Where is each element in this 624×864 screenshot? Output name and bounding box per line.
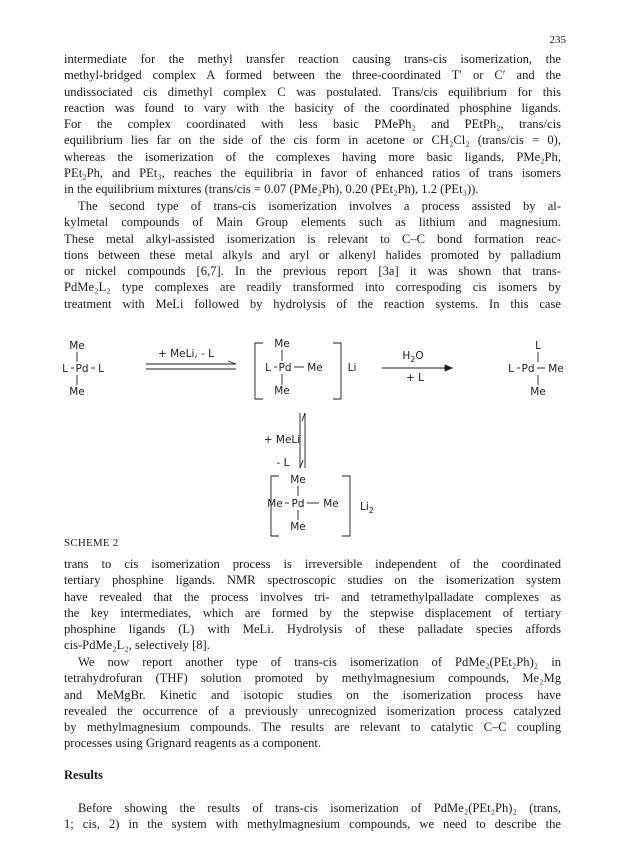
scheme-caption: SCHEME 2 <box>64 537 119 549</box>
water-label <box>402 350 423 364</box>
text-line: For the complex coordinated with less basic PMePh₂ and PEtPh₂, trans/cis <box>64 117 561 132</box>
reagent-label-2a: + MeLi <box>263 434 301 446</box>
arrow-head <box>300 460 303 468</box>
page-number: 235 <box>549 34 566 46</box>
text-line: or nickel compounds [6,7]. In the previous report [3a] it was shown that trans- <box>64 264 561 279</box>
text-line: kylmetal compounds of Main Group elements such as lithium and magnesium. <box>64 215 561 230</box>
methyl-label: Me <box>548 363 564 375</box>
bracket-right <box>333 343 341 399</box>
palladium-label: Pd <box>521 363 535 375</box>
palladium-label: Pd <box>278 362 292 374</box>
methyl-label: Me <box>69 340 85 352</box>
text-line: have revealed that the process involves tri- and tetramethylpalladate complexes as <box>64 589 561 604</box>
text-line: revealed the occurrence of a previously unrecognized isomerization process catalyzed <box>64 703 561 718</box>
reagent-label-1: + MeLi, - L <box>157 348 215 360</box>
text-line: reaction was found to vary with the basicity of the coordinated phosphine ligands. <box>64 100 561 115</box>
methyl-label: Me <box>290 521 306 533</box>
water-o: O <box>415 350 424 362</box>
text-line: undissociated cis dimethyl complex C was postulated. Trans/cis equilibrium for this <box>64 84 561 99</box>
text-line: by methylmagnesium compounds. The results are relevant to catalytic C–C coupling <box>64 720 561 735</box>
text-line: and MeMgBr. Kinetic and isotopic studies on the isomerization process have <box>64 687 561 702</box>
text-line: These metal alkyl-assisted isomerization is relevant to C–C bond formation reac- <box>64 231 561 246</box>
text-line: methyl-bridged complex A formed between the three-coordinated T′ or C′ and the <box>64 68 561 83</box>
methyl-label: Me <box>530 386 546 398</box>
lithium2-subscript: 2 <box>368 506 374 515</box>
plus-ligand-label: + L <box>406 372 424 384</box>
text-line: intermediate for the methyl transfer reaction causing trans-cis isomerization, the <box>64 52 561 66</box>
text-line: tetrahydrofuran (THF) solution promoted by methylmagnesium compounds, Me₂Mg <box>64 671 561 686</box>
text-line: tertiary phosphine ligands. NMR spectroscopic studies on the isomerization system <box>64 573 561 588</box>
text-line: PEt₂Ph, and PEt₃, reaches the equilibria in favor of enhanced ratios of trans isomers <box>64 166 561 181</box>
palladium-label: Pd <box>75 363 89 375</box>
methyl-label: Me <box>307 362 323 374</box>
paragraph-4 <box>64 654 561 752</box>
lithium-counterion: Li <box>347 362 357 374</box>
ligand-label: L <box>62 363 68 375</box>
ligand-label: L <box>265 362 271 374</box>
text-line: 1; cis, 2) in the system with methylmagnesium compounds, we need to describe the <box>64 817 561 832</box>
methyl-label: Me <box>274 385 290 397</box>
reagent-label-2b: - L <box>276 457 290 469</box>
bracket-right <box>342 476 350 536</box>
text-line: equilibrium lies far on the side of the cis form in acetone or CH₂Cl₂ (trans/cis = 0), <box>64 133 561 148</box>
ligand-label: L <box>98 363 104 375</box>
text-line: The second type of trans-cis isomerization involves a process assisted by al- <box>78 199 561 213</box>
methyl-label: Me <box>274 338 290 350</box>
text-line: phosphine ligands (L) with MeLi. Hydrolysis of these palladate species affords <box>64 622 561 637</box>
text-line: the key intermediates, which are formed by the stepwise displacement of tertiary <box>64 605 561 620</box>
text-line: tions between these metal alkyls and aryl or alkenyl halides promoted by palladium <box>64 247 561 262</box>
bracket-left <box>255 343 263 399</box>
methyl-label: Me <box>267 498 283 510</box>
water-h: H <box>402 350 411 362</box>
methyl-label: Me <box>69 386 85 398</box>
text-line: treatment with MeLi followed by hydrolysis of the reaction systems. In this case <box>64 296 561 311</box>
ligand-label: L <box>535 340 541 352</box>
lithium2-counterion <box>360 501 374 515</box>
text-line: in the equilibrium mixtures (trans/cis = 0.07 (PMe₂Ph), 0.20 (PEt₂Ph), 1.2 (PEt₃)). <box>64 182 479 197</box>
text-line: trans to cis isomerization process is irreversible independent of the coordinated <box>64 557 561 571</box>
text-line: We now report another type of trans-cis isomerization of PdMe₂(PEt₂Ph)₂ in <box>78 655 561 669</box>
text-line: PdMe₂L₂ type complexes are readily transformed into correspoding cis isomers by <box>64 280 561 295</box>
paragraph-5 <box>64 800 561 833</box>
paragraph-3 <box>64 556 561 654</box>
text-line: cis-PdMe₂L₂, selectively [8]. <box>64 638 210 653</box>
text-line: whereas the isomerization of the complexes having more basic ligands, PMe₂Ph, <box>64 149 561 164</box>
text-line: Before showing the results of trans-cis isomerization of PdMe₂(PEt₂Ph)₂ (trans, <box>78 801 561 815</box>
lithium2-symbol: Li <box>360 501 369 513</box>
water-subscript: 2 <box>410 355 416 364</box>
section-heading: Results <box>64 768 103 782</box>
methyl-label: Me <box>323 498 339 510</box>
methyl-label: Me <box>290 474 306 486</box>
arrow-head <box>445 365 452 371</box>
palladium-label: Pd <box>291 498 305 510</box>
text-line: processes using Grignard reagents as a component. <box>64 736 322 751</box>
ligand-label: L <box>508 363 514 375</box>
